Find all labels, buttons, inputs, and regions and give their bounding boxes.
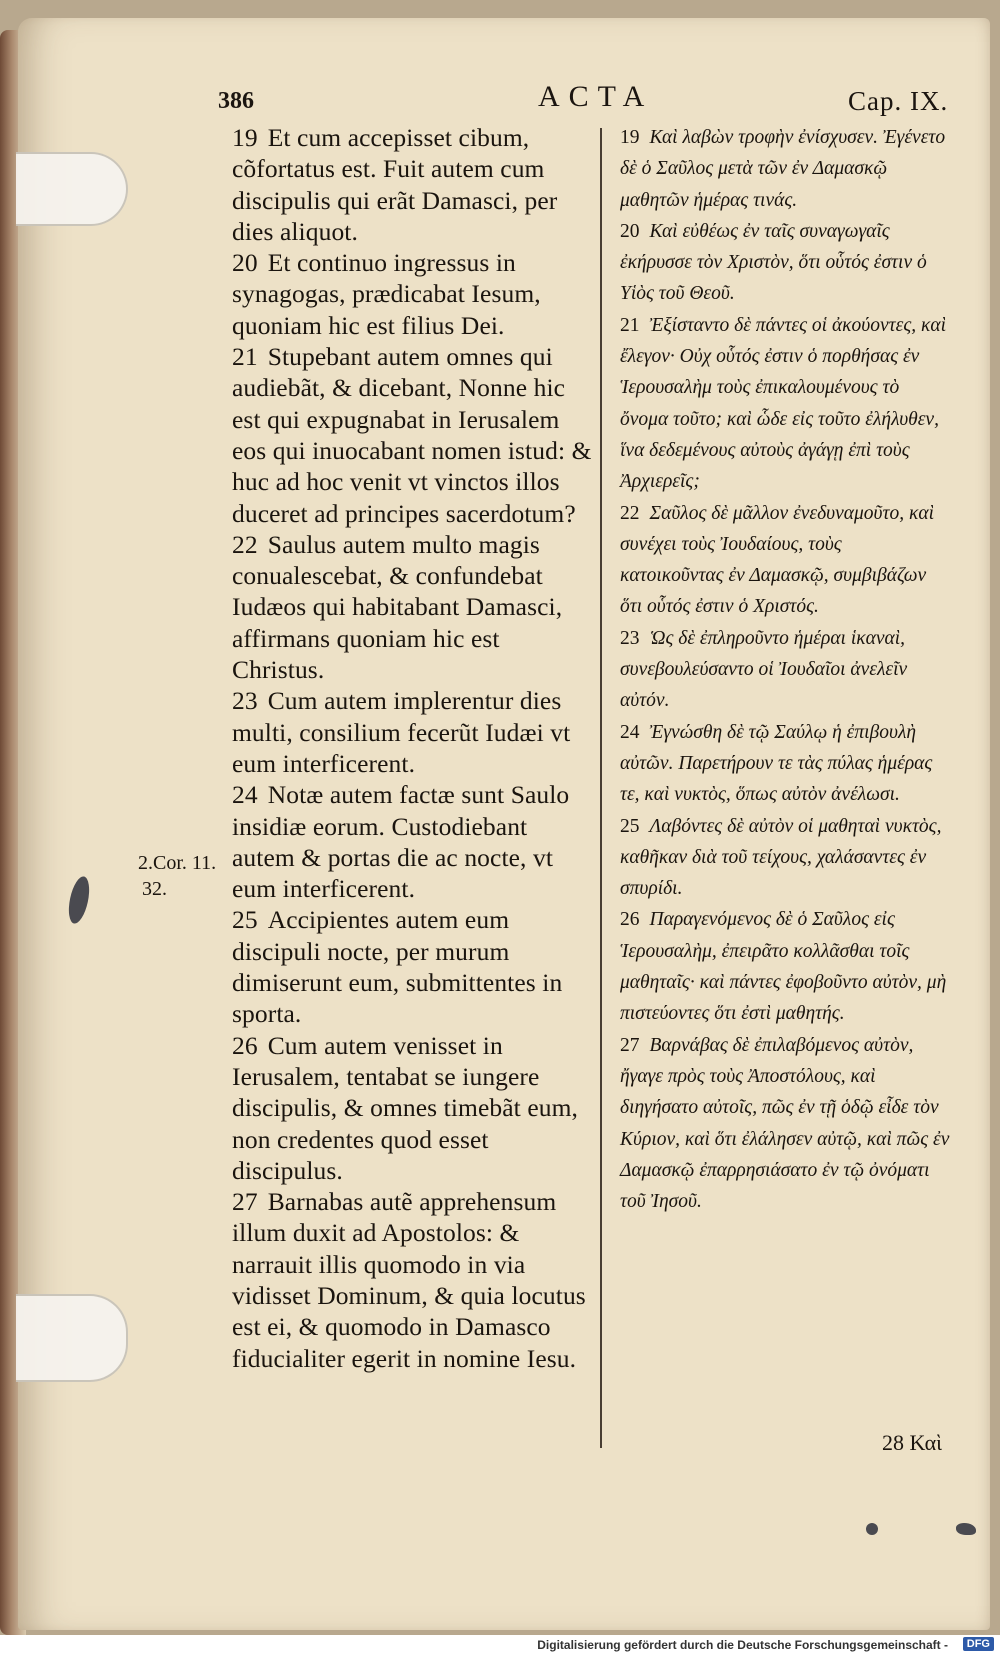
page-number: 386 bbox=[218, 88, 254, 114]
running-head bbox=[0, 80, 1000, 120]
latin-verse bbox=[232, 122, 594, 247]
verse-text: Notæ autem factæ sunt Saulo insidiæ eorum. Custodiebant autem & portas die ac nocte, vt eum interficerent. bbox=[232, 780, 570, 904]
verse-text: Saulus autem multo magis conualescebat, & confundebat Iudæos qui habitabant Damasci, affirmans quoniam hic est Christus. bbox=[232, 529, 563, 685]
verse-text: Cum autem implerentur dies multi, consilium fecerũt Iudæi vt eum interficerent. bbox=[232, 686, 571, 778]
verse-number: 21 bbox=[620, 314, 640, 336]
verse-text: Βαρνάβας δὲ ἐπιλαβόμενος αὐτὸν, ἤγαγε πρὸς τοὺς Ἀποστόλους, καὶ διηγήσατο αὐτοῖς, πῶς ἐν τῇ ὁδῷ εἶδε τὸν Κύριον, καὶ ὅτι ἐλάλησεν αὐτῷ, καὶ πῶς ἐν Δαμασκῷ ἐπαρρησιάσατο ἐν τῷ ὀνόματι τοῦ Ἰησοῦ. bbox=[620, 1034, 950, 1213]
latin-verse bbox=[232, 904, 594, 1029]
greek-column bbox=[620, 122, 950, 1217]
greek-verse bbox=[620, 216, 950, 310]
verse-number: 20 bbox=[620, 220, 640, 242]
margin-reference-line2: 32. bbox=[142, 878, 167, 900]
latin-column bbox=[232, 122, 594, 1374]
verse-number: 27 bbox=[620, 1034, 640, 1056]
latin-verse bbox=[232, 341, 594, 529]
verse-number: 22 bbox=[620, 502, 640, 524]
verse-text: Λαβόντες δὲ αὐτὸν οἱ μαθηταὶ νυκτὸς, καθῆκαν διὰ τοῦ τείχους, χαλάσαντες ἐν σπυρίδι. bbox=[620, 815, 942, 900]
verse-number: 23 bbox=[232, 686, 258, 716]
verse-text: Cum autem venisset in Ierusalem, tentabat se iungere discipulis, & omnes timebãt eum, non credentes quod esset discipulus. bbox=[232, 1030, 578, 1185]
column-divider bbox=[600, 128, 602, 1448]
verse-text: Et continuo ingressus in synagogas, prædicabat Iesum, quoniam hic est filius Dei. bbox=[232, 248, 541, 340]
verse-text: Καὶ εὐθέως ἐν ταῖς συναγωγαῖς ἐκήρυσσε τὸν Χριστὸν, ὅτι οὗτός ἐστιν ὁ Υἱὸς τοῦ Θεοῦ. bbox=[620, 220, 927, 305]
verse-number: 22 bbox=[232, 529, 258, 559]
greek-verse bbox=[620, 811, 950, 905]
dfg-logo: DFG bbox=[963, 1637, 994, 1651]
greek-verse bbox=[620, 623, 950, 717]
paper-tab-bottom bbox=[16, 1294, 128, 1382]
greek-verse bbox=[620, 717, 950, 811]
paper-tab-top bbox=[16, 152, 128, 226]
latin-verse bbox=[232, 529, 594, 685]
verse-number: 25 bbox=[620, 815, 640, 837]
verse-text: Accipientes autem eum discipuli nocte, per murum dimiserunt eum, submittentes in sporta. bbox=[232, 905, 563, 1029]
verse-number: 20 bbox=[232, 248, 258, 278]
verse-text: Σαῦλος δὲ μᾶλλον ἐνεδυναμοῦτο, καὶ συνέχει τοὺς Ἰουδαίους, τοὺς κατοικοῦντας ἐν Δαμασκῷ, συμβιβάζων ὅτι οὗτός ἐστιν ὁ Χριστός. bbox=[620, 502, 934, 618]
verse-number: 26 bbox=[232, 1030, 258, 1060]
running-title: ACTA bbox=[538, 80, 654, 113]
verse-text: Ἐγνώσθη δὲ τῷ Σαύλῳ ἡ ἐπιβουλὴ αὐτῶν. Παρετήρουν τε τὰς πύλας ἡμέρας τε, καὶ νυκτὸς, ὅπως αὐτὸν ἀνέλωσι. bbox=[620, 721, 933, 806]
greek-verse bbox=[620, 1030, 950, 1218]
verse-text: Καὶ λαβὼν τροφὴν ἐνίσχυσεν. Ἐγένετο δὲ ὁ Σαῦλος μετὰ τῶν ἐν Δαμασκῷ μαθητῶν ἡμέρας τινάς. bbox=[620, 127, 946, 211]
latin-verse bbox=[232, 1186, 594, 1374]
ink-blot-left bbox=[65, 875, 93, 926]
greek-verse bbox=[620, 310, 950, 498]
verse-number: 24 bbox=[232, 780, 258, 810]
margin-reference-line1: 2.Cor. 11. bbox=[138, 852, 217, 874]
digitization-footer bbox=[0, 1635, 1000, 1655]
verse-number: 26 bbox=[620, 909, 640, 931]
chapter-heading: Cap. IX. bbox=[848, 86, 949, 116]
verse-number: 25 bbox=[232, 905, 258, 935]
verse-text: Stupebant autem omnes qui audiebãt, & dicebant, Nonne hic est qui expugnabat in Ierusalem eos qui inuocabant nomen istud: & huc ad hoc venit vt vinctos illos duceret ad principes sacerdotum? bbox=[232, 342, 592, 528]
verse-text: Ὡς δὲ ἐπληροῦντο ἡμέραι ἱκαναὶ, συνεβουλεύσαντο οἱ Ἰουδαῖοι ἀνελεῖν αὐτόν. bbox=[620, 627, 908, 712]
latin-verse bbox=[232, 1030, 594, 1186]
latin-verse bbox=[232, 685, 594, 779]
verse-number: 19 bbox=[620, 127, 640, 148]
greek-verse bbox=[620, 904, 950, 1029]
footer-credit: Digitalisierung gefördert durch die Deutsche Forschungsgemeinschaft - bbox=[537, 1638, 948, 1652]
verse-number: 23 bbox=[620, 627, 640, 649]
verse-number: 24 bbox=[620, 721, 640, 743]
ink-blot-corner bbox=[956, 1523, 976, 1535]
verse-text: Et cum accepisset cibum, cõfortatus est. Fuit autem cum discipulis qui erãt Damasci, per dies aliquot. bbox=[232, 123, 558, 246]
ink-blot-bottom bbox=[866, 1523, 878, 1535]
margin-reference bbox=[138, 850, 216, 902]
verse-number: 27 bbox=[232, 1187, 258, 1217]
greek-verse bbox=[620, 498, 950, 623]
verse-number: 19 bbox=[232, 123, 258, 152]
greek-verse bbox=[620, 122, 950, 216]
latin-verse bbox=[232, 247, 594, 341]
latin-verse bbox=[232, 779, 594, 904]
verse-number: 21 bbox=[232, 342, 258, 372]
verse-text: Παραγενόμενος δὲ ὁ Σαῦλος εἰς Ἱερουσαλὴμ, ἐπειρᾶτο κολλᾶσθαι τοῖς μαθηταῖς· καὶ πάντες ἐφοβοῦντο αὐτὸν, μὴ πιστεύοντες ὅτι ἐστὶ μαθητής. bbox=[620, 909, 947, 1025]
verse-text: Barnabas autẽ apprehensum illum duxit ad Apostolos: & narrauit illis quomodo in via vidisset Dominum, & quia locutus est ei, & quomodo in Damasco fiducialiter egerit in nomine Iesu. bbox=[232, 1187, 586, 1373]
verse-text: Ἐξίσταντο δὲ πάντες οἱ ἀκούοντες, καὶ ἔλεγον· Οὐχ οὗτός ἐστιν ὁ πορθήσας ἐν Ἱερουσαλὴμ τοὺς ἐπικαλουμένους τὸ ὄνομα τοῦτο; καὶ ὧδε εἰς τοῦτο ἐλήλυθεν, ἵνα δεδεμένους αὐτοὺς ἀγάγῃ ἐπὶ τοὺς Ἀρχιερεῖς; bbox=[620, 314, 946, 493]
catchword: 28 Καὶ bbox=[882, 1430, 943, 1455]
